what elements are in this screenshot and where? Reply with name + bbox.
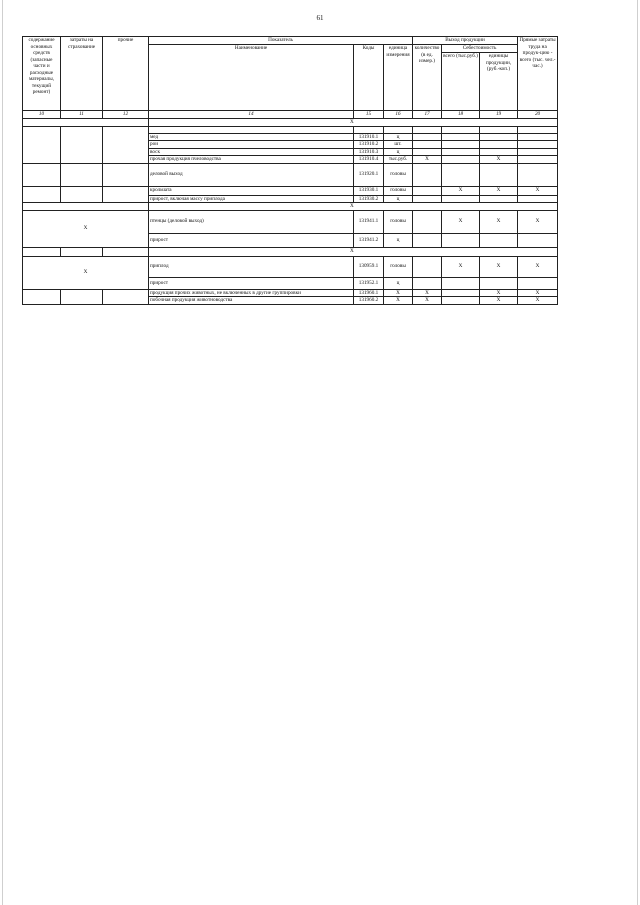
empty-cell	[23, 118, 149, 126]
header-cost: Себестоимость	[442, 45, 518, 53]
row-rabbit-cost-total: X	[442, 186, 480, 195]
row-honey-unit: ц	[384, 133, 413, 141]
page-number: 61	[316, 14, 324, 22]
header-output: Выход продукции	[413, 37, 518, 45]
empty-cell	[61, 126, 103, 163]
row-swarm-code: 131910.2	[354, 141, 384, 149]
row-rabbit-code: 131930.1	[354, 186, 384, 195]
col-number: 17	[413, 111, 442, 119]
row-byprod-cost-unit: X	[480, 297, 518, 305]
row-wax-name: воск	[149, 148, 354, 156]
row-rabbit-unit: головы	[384, 186, 413, 195]
row-rabbit-name: крольчата	[149, 186, 354, 195]
row-otherani-direct: X	[518, 289, 558, 297]
col-number: 19	[480, 111, 518, 119]
row-chick-unit: головы	[384, 210, 413, 233]
row-chick-cost-total: X	[442, 210, 480, 233]
row-offspring-cost-total: X	[442, 256, 480, 277]
row-offspring-direct: X	[518, 256, 558, 277]
header-name: Наименование	[149, 45, 354, 111]
merged-x-cell: X	[23, 210, 149, 247]
header-direct-costs: Прямые затраты труда на продук-цию - всего (тыс. чел.-час.)	[518, 37, 558, 111]
row-wax-code: 131910.3	[354, 148, 384, 156]
row-wax-unit: ц	[384, 148, 413, 156]
col-number: 15	[354, 111, 384, 119]
row-otherani-cost-unit: X	[480, 289, 518, 297]
row-offgain-unit: ц	[384, 277, 413, 289]
row-chick-cost-unit: X	[480, 210, 518, 233]
empty-cell	[23, 126, 61, 163]
row-honey-name: мед	[149, 133, 354, 141]
col-number: 11	[61, 111, 103, 119]
row-offgain-code: 131952.1	[354, 277, 384, 289]
row-rabbit-cost-unit: X	[480, 186, 518, 195]
row-empty	[149, 126, 354, 133]
header-cost-total: всего (тыс.руб.)	[442, 53, 480, 111]
row-swarm-name: рои	[149, 141, 354, 149]
col-number: 14	[149, 111, 354, 119]
col-number: 12	[103, 111, 149, 119]
row-chick-code: 131941.1	[354, 210, 384, 233]
row-offspring-unit: головы	[384, 256, 413, 277]
scan-edge-right	[637, 0, 638, 905]
header-quantity: количество (в ед. измер.)	[413, 45, 442, 111]
empty-cell	[103, 126, 149, 163]
row-otherbee-name: прочая продукция пчеловодства	[149, 156, 354, 164]
row-otherani-name: продукция прочих животных, не включенных в другие группировки	[149, 289, 354, 297]
section-marker: X	[149, 118, 558, 126]
row-byprod-direct: X	[518, 297, 558, 305]
row-gain-name: прирост, включая массу приплода	[149, 195, 354, 203]
row-otherani-quantity: X	[413, 289, 442, 297]
row-rabbit-direct: X	[518, 186, 558, 195]
col-number: 18	[442, 111, 480, 119]
header-insurance: затраты на страхование	[61, 37, 103, 111]
header-indicator: Показатель	[149, 37, 413, 45]
row-otherani-code: 131960.1	[354, 289, 384, 297]
row-otherani-unit: X	[384, 289, 413, 297]
row-swarm-unit: шт.	[384, 141, 413, 149]
header-cost-unit: единицы продукции, (руб.-коп.)	[480, 53, 518, 111]
row-otherbee-cost-unit: X	[480, 156, 518, 164]
row-chick-direct: X	[518, 210, 558, 233]
header-unit: единица измерения	[384, 45, 413, 111]
header-codes: Коды	[354, 45, 384, 111]
row-offspring-name: приплод	[149, 256, 354, 277]
col-number: 16	[384, 111, 413, 119]
row-otherbee-quantity: X	[413, 156, 442, 164]
col-number: 10	[23, 111, 61, 119]
header-other: прочие	[103, 37, 149, 111]
row-chickgain-code: 131941.2	[354, 233, 384, 247]
row-chickgain-unit: ц	[384, 233, 413, 247]
row-year-unit: головы	[384, 163, 413, 186]
col-number: 20	[518, 111, 558, 119]
row-gain-unit: ц	[384, 195, 413, 203]
row-offspring-code: 130959.1	[354, 256, 384, 277]
scan-edge-left	[2, 0, 3, 905]
row-gain-code: 131930.2	[354, 195, 384, 203]
row-otherbee-code: 131910.4	[354, 156, 384, 164]
row-byprod-name: побочная продукция животноводства	[149, 297, 354, 305]
row-offspring-cost-unit: X	[480, 256, 518, 277]
row-byprod-unit: X	[384, 297, 413, 305]
section-marker: X	[149, 203, 558, 211]
row-chick-name: птенцы (деловой выход)	[149, 210, 354, 233]
row-honey-code: 131910.1	[354, 133, 384, 141]
section-marker: X	[149, 247, 558, 256]
row-otherbee-unit: тыс.руб.	[384, 156, 413, 164]
row-year-code: 131920.1	[354, 163, 384, 186]
header-maintenance: содержание основных средств (запасные части и расходные материалы, текущий ремонт)	[23, 37, 61, 111]
row-offgain-name: прирост	[149, 277, 354, 289]
livestock-cost-table	[22, 36, 558, 305]
row-chickgain-name: прирост	[149, 233, 354, 247]
row-byprod-code: 131960.2	[354, 297, 384, 305]
row-year-name: деловой выход	[149, 163, 354, 186]
row-byprod-quantity: X	[413, 297, 442, 305]
merged-x-cell: X	[23, 256, 149, 289]
